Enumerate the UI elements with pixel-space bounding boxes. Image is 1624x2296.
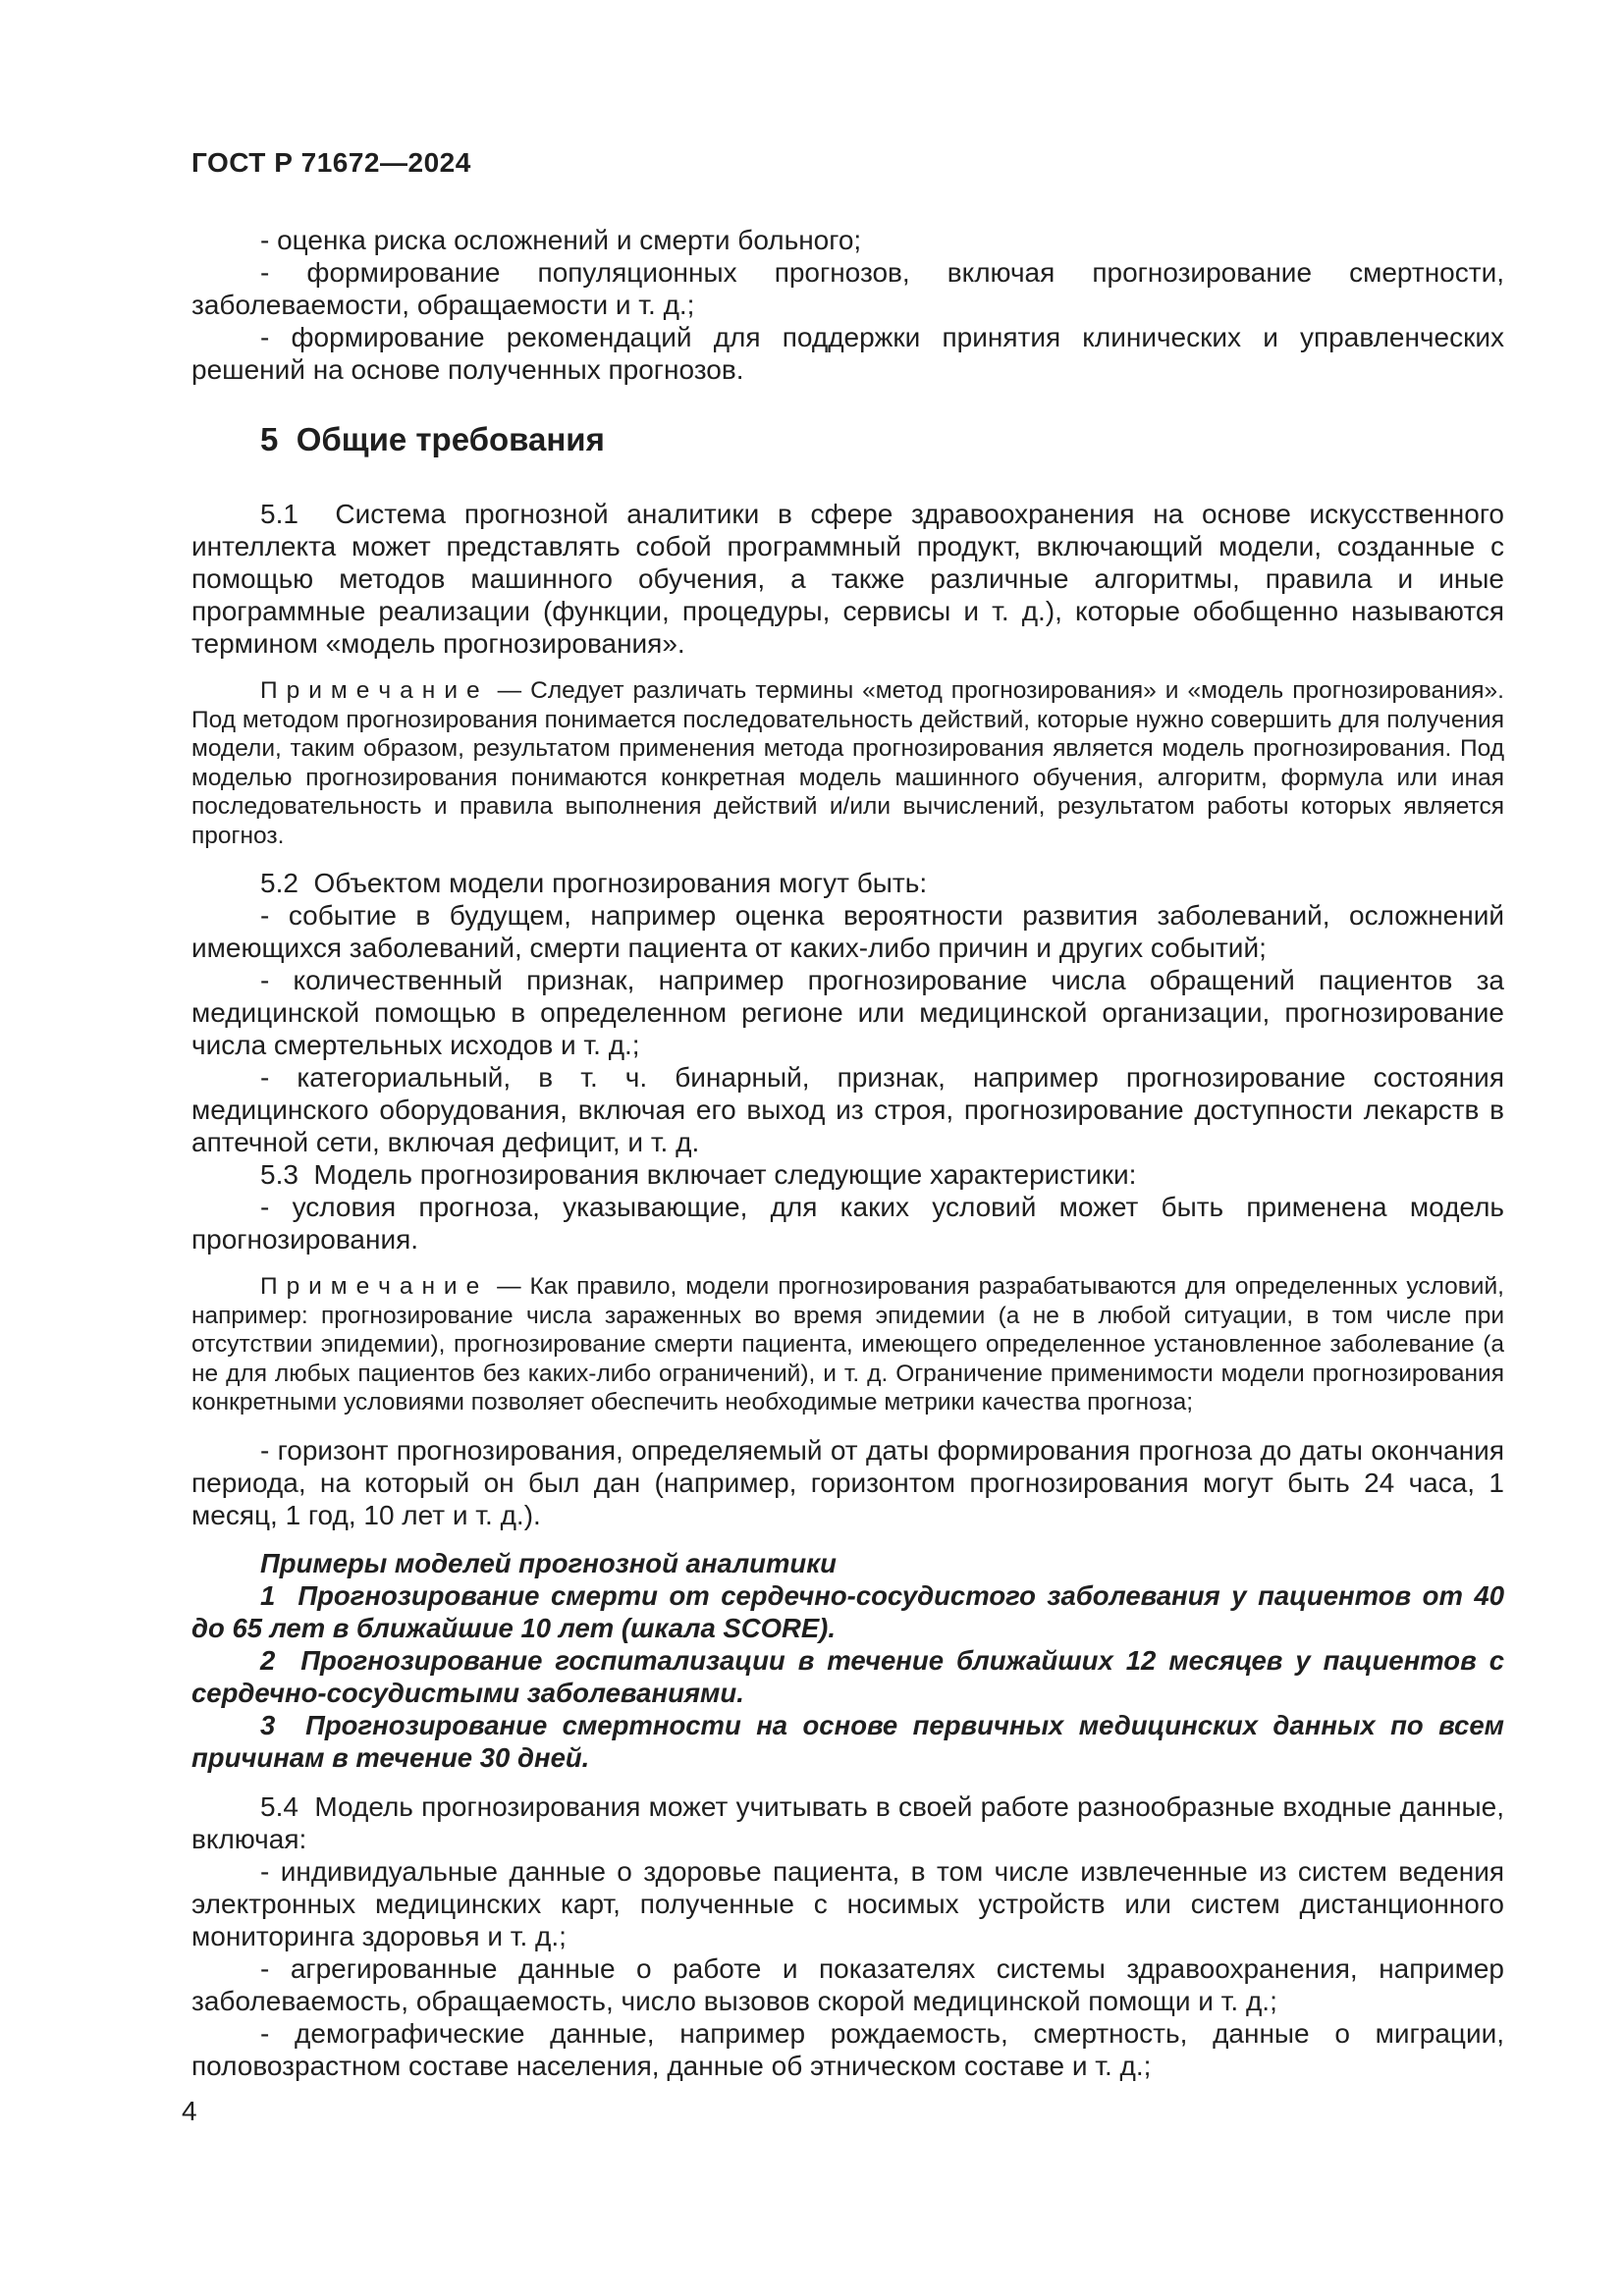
para-5-1: 5.1 Система прогнозной аналитики в сфере здравоохранения на основе искусственного интеллекта может представлять собой программный продукт, включающий модели, созданные с помощью методов машинного обучения, а также различные алгоритмы, правила и иные программные реализации (функции, процедуры, сервисы и т. д.), которые обобщенно называются термином «модель прогнозирования».: [191, 499, 1504, 659]
para-5-3: 5.3 Модель прогнозирования включает следующие характеристики:: [260, 1159, 1137, 1190]
para-5-2: 5.2 Объектом модели прогнозирования могут быть:: [260, 868, 928, 898]
list-item-5-2-c: - категориальный, в т. ч. бинарный, признак, например прогнозирование состояния медицинского оборудования, включая его выход из строя, прогнозирование доступности лекарств в аптечной сети, включая дефицит, и т. д.: [191, 1062, 1504, 1157]
intro-list-item-1: - оценка риска осложнений и смерти больного;: [260, 225, 862, 255]
list-item-5-4-c: - демографические данные, например рождаемость, смертность, данные о миграции, половозрастном составе населения, данные об этническом составе и т. д.;: [191, 2017, 1504, 2081]
list-item-5-4-a: - индивидуальные данные о здоровье пациента, в том числе извлеченные из систем ведения электронных медицинских карт, полученные с носимых устройств или систем дистанционного мониторинга здоровья и т. д.;: [191, 1855, 1504, 1951]
note-5-3: П р и м е ч а н и е — Как правило, модели прогнозирования разрабатываются для определенных условий, например: прогнозирование числа зараженных во время эпидемии (а не в любой ситуации, в том числе при отсутствии эпидемии), прогнозирование смерти пациента, имеющего определенное установленное заболевание (а не для любых пациентов без каких-либо ограничений), и т. д. Ограничение применимости модели прогнозирования конкретными условиями позволяет обеспечить необходимые метрики качества прогноза;: [191, 1273, 1504, 1415]
page-number: 4: [182, 2095, 197, 2126]
examples-title: Примеры моделей прогнозной аналитики: [260, 1547, 837, 1578]
para-5-4: 5.4 Модель прогнозирования может учитывать в своей работе разнообразные входные данные, включая:: [191, 1790, 1504, 1854]
doc-header-title: ГОСТ Р 71672—2024: [191, 147, 471, 178]
list-item-5-2-b: - количественный признак, например прогнозирование числа обращений пациентов за медицинской помощью в определенном регионе или медицинской организации, прогнозирование числа смертельных исходов и т. д.;: [191, 965, 1504, 1060]
example-3: 3 Прогнозирование смертности на основе первичных медицинских данных по всем причинам в течение 30 дней.: [191, 1709, 1504, 1773]
intro-list-item-2: - формирование популяционных прогнозов, включая прогнозирование смертности, заболеваемости, обращаемости и т. д.;: [191, 257, 1504, 320]
example-1: 1 Прогнозирование смерти от сердечно-сосудистого заболевания у пациентов от 40 до 65 лет в ближайшие 10 лет (шкала SCORE).: [191, 1579, 1504, 1643]
section-heading: 5 Общие требования: [260, 421, 605, 457]
list-item-5-3-conditions: - условия прогноза, указывающие, для каких условий может быть применена модель прогнозирования.: [191, 1192, 1504, 1255]
example-2: 2 Прогнозирование госпитализации в течение ближайших 12 месяцев у пациентов с сердечно-сосудистыми заболеваниями.: [191, 1644, 1504, 1708]
list-item-5-4-b: - агрегированные данные о работе и показателях системы здравоохранения, например заболеваемость, обращаемость, число вызовов скорой медицинской помощи и т. д.;: [191, 1952, 1504, 2016]
list-item-5-2-a: - событие в будущем, например оценка вероятности развития заболеваний, осложнений имеющихся заболеваний, смерти пациента от каких-либо причин и других событий;: [191, 900, 1504, 963]
intro-list-item-3: - формирование рекомендаций для поддержки принятия клинических и управленческих решений на основе полученных прогнозов.: [191, 322, 1504, 385]
note-5-1: П р и м е ч а н и е — Следует различать термины «метод прогнозирования» и «модель прогнозирования». Под методом прогнозирования понимается последовательность действий, которые нужно совершить для получения модели, таким образом, результатом применения метода прогнозирования является модель прогнозирования. Под моделью прогнозирования понимаются конкретная модель машинного обучения, алгоритм, формула или иная последовательность и правила выполнения действий и/или вычислений, результатом работы которых является прогноз.: [191, 677, 1504, 849]
list-item-5-3-horizon: - горизонт прогнозирования, определяемый от даты формирования прогноза до даты окончания периода, на который он был дан (например, горизонтом прогнозирования могут быть 24 часа, 1 месяц, 1 год, 10 лет и т. д.).: [191, 1434, 1504, 1530]
examples-block: [191, 1547, 1504, 1774]
